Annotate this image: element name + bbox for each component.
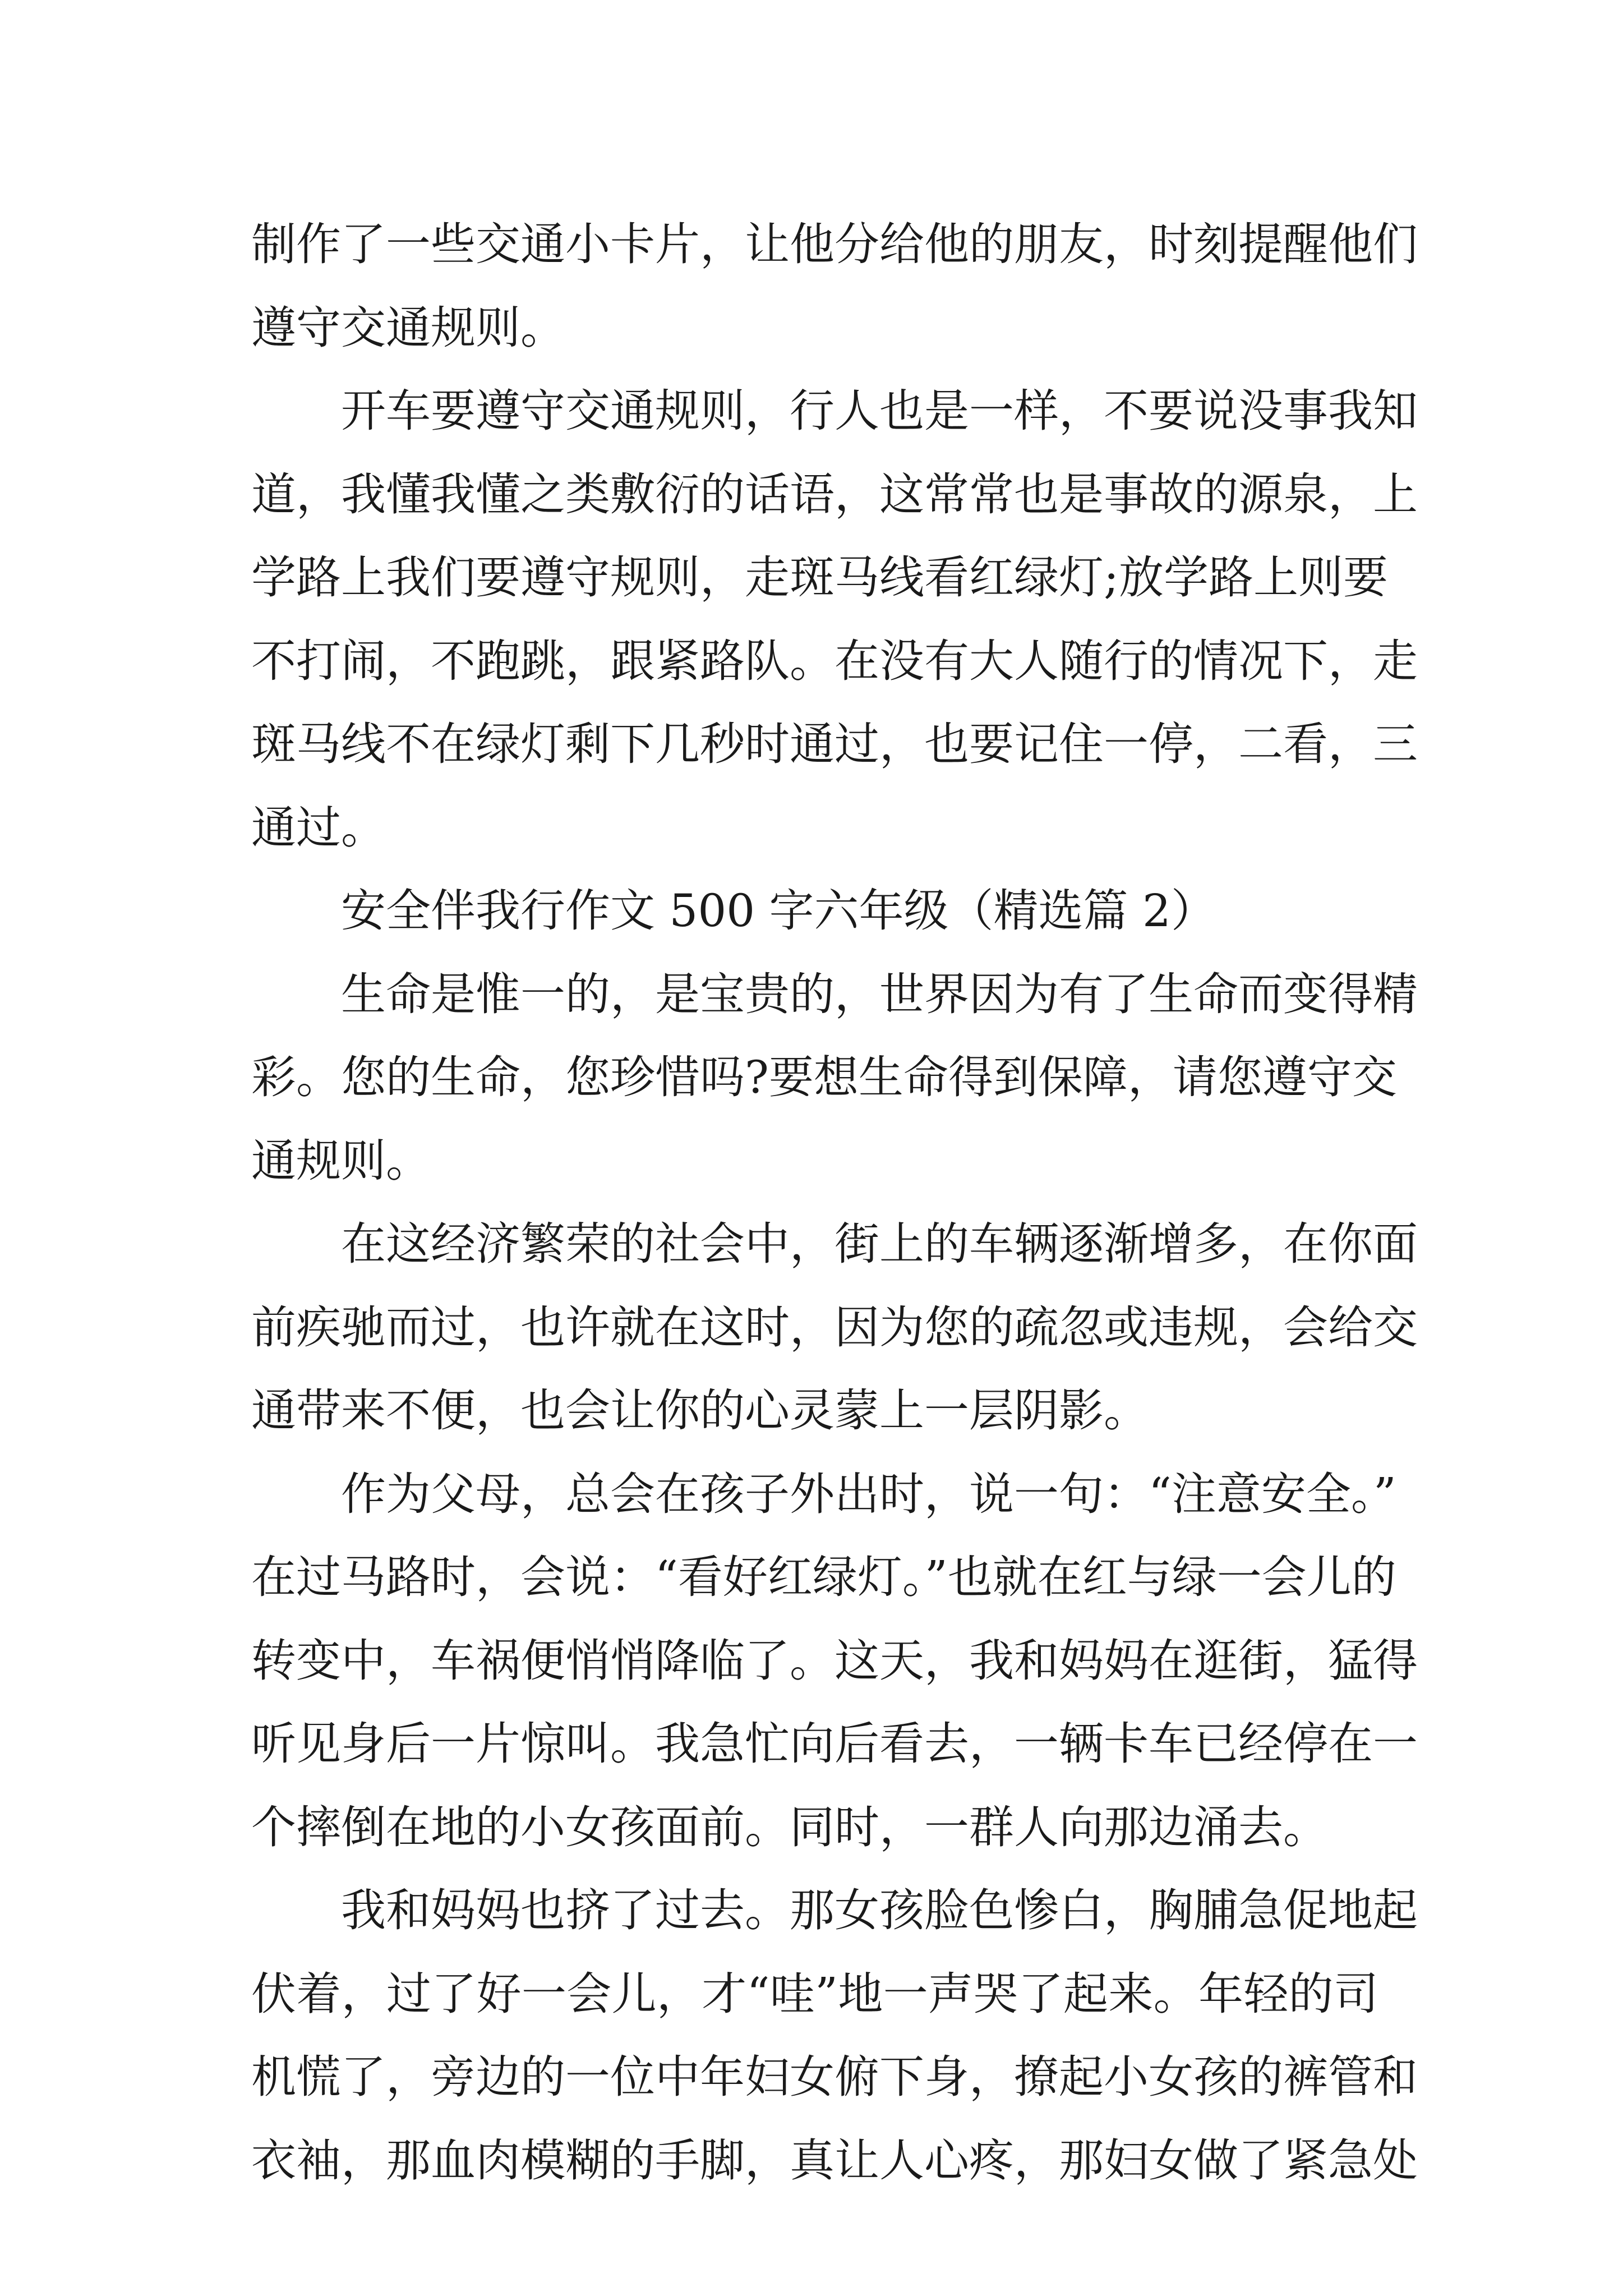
text-line: 通规则。 — [251, 1134, 431, 1187]
text-line: 制作了一些交通小卡片，让他分给他的朋友，时刻提醒他们 — [251, 218, 1418, 270]
document-body — [251, 203, 1418, 2202]
text-line: 通带来不便，也会让你的心灵蒙上一层阴影。 — [251, 1384, 1149, 1437]
text-line: 生命是惟一的，是宝贵的，世界因为有了生命而变得精 — [341, 968, 1418, 1020]
text-line: 作为父母，总会在孩子外出时，说一句：“注意安全。” — [341, 1467, 1396, 1520]
text-line: 转变中，车祸便悄悄降临了。这天，我和妈妈在逛街，猛得 — [251, 1634, 1418, 1687]
text-line: 听见身后一片惊叫。我急忙向后看去，一辆卡车已经停在一 — [251, 1718, 1418, 1770]
section-heading: 安全伴我行作文 500 字六年级（精选篇 2） — [341, 885, 1216, 937]
text-line: 个摔倒在地的小女孩面前。同时，一群人向那边涌去。 — [251, 1801, 1328, 1853]
text-line: 机慌了，旁边的一位中年妇女俯下身，撩起小女孩的裤管和 — [251, 2051, 1418, 2103]
text-line: 通过。 — [251, 801, 386, 854]
text-line: 伏着，过了好一会儿，才“哇”地一声哭了起来。年轻的司 — [251, 1967, 1378, 2020]
text-line: 不打闹，不跑跳，跟紧路队。在没有大人随行的情况下，走 — [251, 634, 1418, 687]
text-line: 斑马线不在绿灯剩下几秒时通过，也要记住一停，二看，三 — [251, 718, 1418, 770]
text-line: 衣袖，那血肉模糊的手脚，真让人心疼，那妇女做了紧急处 — [251, 2134, 1418, 2187]
text-line: 遵守交通规则。 — [251, 301, 565, 354]
text-line: 在过马路时，会说：“看好红绿灯。”也就在红与绿一会儿的 — [251, 1551, 1396, 1603]
text-line: 开车要遵守交通规则，行人也是一样，不要说没事我知 — [341, 385, 1418, 437]
text-line: 在这经济繁荣的社会中，街上的车辆逐渐增多，在你面 — [341, 1218, 1418, 1270]
text-line: 学路上我们要遵守规则，走斑马线看红绿灯;放学路上则要 — [251, 551, 1388, 604]
text-line: 前疾驰而过，也许就在这时，因为您的疏忽或违规，会给交 — [251, 1301, 1418, 1354]
text-line: 我和妈妈也挤了过去。那女孩脸色惨白，胸脯急促地起 — [341, 1884, 1418, 1936]
text-line: 道，我懂我懂之类敷衍的话语，这常常也是事故的源泉，上 — [251, 468, 1418, 521]
text-line: 彩。您的生命，您珍惜吗?要想生命得到保障，请您遵守交 — [251, 1051, 1397, 1103]
